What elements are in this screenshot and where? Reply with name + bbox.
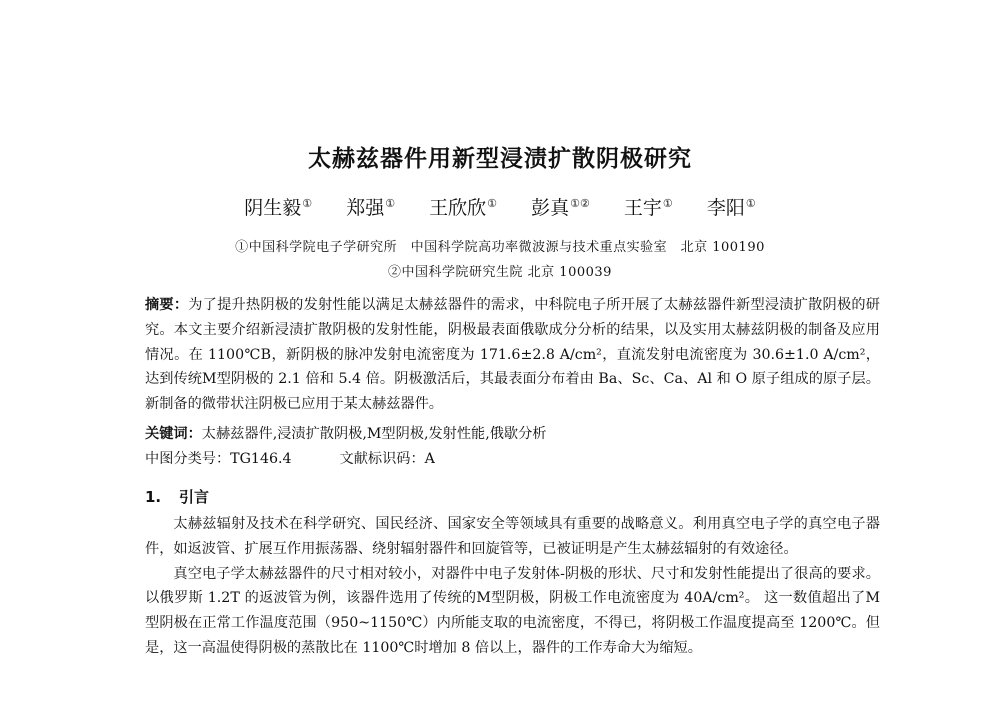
section-title: 引言 <box>179 488 210 506</box>
affiliation-2: ②中国科学院研究生院 北京 100039 <box>388 265 612 280</box>
classification-line <box>145 448 880 470</box>
section-heading <box>145 486 209 507</box>
paper-title: 太赫兹器件用新型浸渍扩散阴极研究 <box>308 146 692 172</box>
author-name: 王欣欣 <box>429 197 487 219</box>
author-affil-mark: ① <box>662 196 673 210</box>
paragraph: 太赫兹辐射及技术在科学研究、国民经济、国家安全等领域具有重要的战略意义。利用真空电子学的真空电子器件，如返波管、扩展互作用振荡器、绕射辐射器件和回旋管等，已被证明是产生太赫兹辐射的有效途径。 <box>145 516 880 557</box>
author-4 <box>531 197 590 219</box>
author-affil-mark: ① <box>385 196 396 210</box>
abstract <box>145 293 880 417</box>
keywords-text: 太赫兹器件,浸渍扩散阴极,M型阴极,发射性能,俄歇分析 <box>201 426 547 442</box>
author-1 <box>244 197 312 219</box>
author-name: 王宇 <box>623 197 662 219</box>
author-6 <box>707 197 756 219</box>
author-name: 郑强 <box>346 197 385 219</box>
author-affil-mark: ① <box>487 196 498 210</box>
author-name: 彭真 <box>531 197 570 219</box>
clc-number: 中图分类号：TG146.4 <box>145 451 292 467</box>
author-affil-mark: ① <box>745 196 756 210</box>
paragraph: 真空电子学太赫兹器件的尺寸相对较小，对器件中电子发射体-阴极的形状、尺寸和发射性能提出了很高的要求。以俄罗斯 1.2T 的返波管为例，该器件选用了传统的M型阴极，阴极工作电流密度为 40A/cm²。 这一数值超出了M型阴极在正常工作温度范围（950~1150℃）内所能支取的电流密度，不得已，将阴极工作温度提高至 1200℃。但是，这一高温使得阴极的蒸散比在 1100℃时增加 8 倍以上，器件的工作寿命大为缩短。 <box>145 565 880 656</box>
author-3 <box>429 197 497 219</box>
author-2 <box>346 197 395 219</box>
abstract-label: 摘要： <box>145 297 189 313</box>
document-code: 文献标识码：A <box>339 451 435 467</box>
author-name: 阴生毅 <box>244 197 302 219</box>
affiliation-1: ①中国科学院电子学研究所 中国科学院高功率微波源与技术重点实验室 北京 100190 <box>235 240 765 255</box>
abstract-text: 为了提升热阴极的发射性能以满足太赫兹器件的需求，中科院电子所开展了太赫兹器件新型浸渍扩散阴极的研究。本文主要介绍新浸渍扩散阴极的发射性能，阴极最表面俄歇成分分析的结果，以及实用太赫兹阴极的制备及应用情况。在 1100℃B，新阴极的脉冲发射电流密度为 171.6±2.8 A/cm²，直流发射电流密度为 30.6±1.0 A/cm²，达到传统M型阴极的 2.1 倍和 5.4 倍。阴极激活后，其最表面分布着由 Ba、Sc、Ca、Al 和 O 原子组成的原子层。新制备的微带状注阴极已应用于某太赫兹器件。 <box>145 297 880 413</box>
author-affil-mark: ①② <box>570 196 590 210</box>
author-affil-mark: ① <box>302 196 313 210</box>
keywords-label: 关键词： <box>145 426 202 442</box>
author-name: 李阳 <box>706 197 745 219</box>
author-5 <box>624 197 673 219</box>
author-list <box>0 193 1000 220</box>
keywords <box>145 423 880 445</box>
section-number: 1. <box>145 488 162 506</box>
introduction-body <box>145 512 880 661</box>
